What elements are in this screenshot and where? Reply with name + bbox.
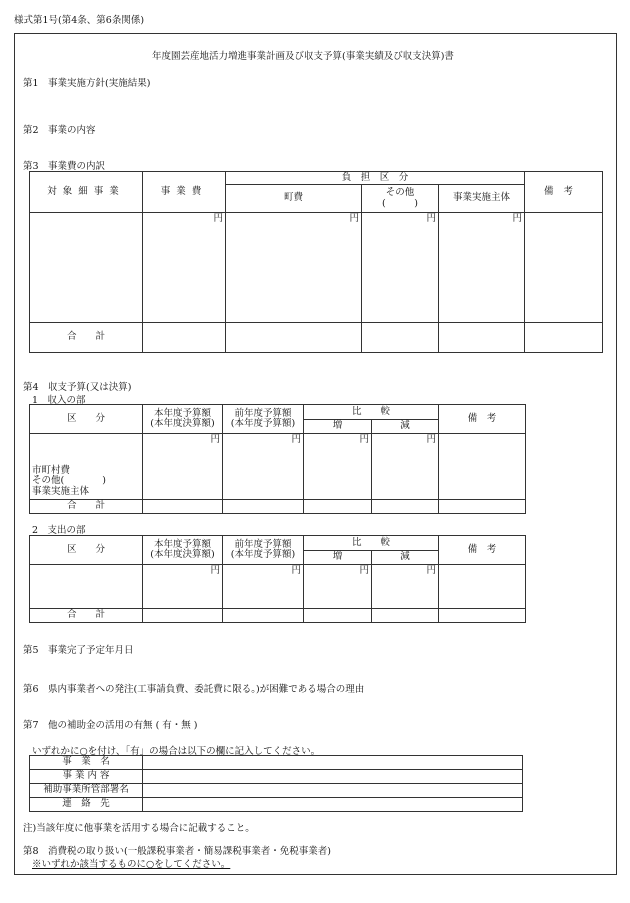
header-target-item: 対象細事業 (30, 172, 143, 213)
subsidy-contact-label: 連 絡 先 (30, 798, 143, 812)
header-current-label: 本年度予算額 (153, 407, 211, 419)
subsidy-project-content-field[interactable] (143, 770, 523, 784)
header-previous-label: 前年度予算額 (234, 407, 292, 419)
header-other (362, 185, 439, 213)
header-current (143, 405, 223, 434)
header-decrease: 減 (372, 420, 439, 434)
subsidy-project-content-label: 事 業 内 容 (30, 770, 143, 784)
decrease-yen[interactable]: 円 (372, 565, 439, 609)
header-increase: 増 (304, 420, 372, 434)
header-compare: 比 較 (304, 405, 439, 420)
income-row-municipal: 市町村費 (32, 464, 71, 476)
income-total-label: 合 計 (30, 500, 143, 514)
expense-table (29, 535, 526, 623)
cost-breakdown-table (29, 171, 603, 353)
header-previous-label: 前年度予算額 (234, 538, 292, 550)
document-title: 年度園芸産地活力増進事業計画及び収支予算(事業実績及び収支決算)書 (152, 51, 454, 62)
section-6-heading: 第6 県内事業者への発注(工事請負費、委託費に限る。)が困難である場合の理由 (23, 684, 365, 695)
header-previous (223, 405, 304, 434)
subsidy-department-field[interactable] (143, 784, 523, 798)
current-yen[interactable]: 円 (143, 565, 223, 609)
header-previous-sub: (本年度予算額) (230, 549, 296, 560)
section-1-heading: 第1 事業実施方針(実施結果) (23, 78, 151, 89)
header-implementing-entity: 事業実施主体 (439, 185, 525, 213)
income-table (29, 404, 526, 514)
increase-yen[interactable]: 円 (304, 434, 372, 500)
tax-instruction: ※いずれか該当するものに○をしてください。 (32, 859, 231, 870)
expense-total-label: 合 計 (30, 609, 143, 623)
subsidy-contact-field[interactable] (143, 798, 523, 812)
subsidy-department-label: 補助事業所管部署名 (30, 784, 143, 798)
header-other-label: その他 (385, 187, 415, 199)
increase-yen[interactable]: 円 (304, 565, 372, 609)
previous-yen[interactable]: 円 (223, 565, 304, 609)
subsidy-project-name-label: 事 業 名 (30, 756, 143, 770)
cost-yen[interactable]: 円 (143, 213, 226, 323)
header-other-paren: ( ) (382, 197, 418, 209)
header-category: 区 分 (30, 536, 143, 565)
section-7-heading: 第7 他の補助金の活用の有無 ( 有・無 ) (23, 720, 198, 731)
header-remarks: 備 考 (439, 405, 526, 434)
income-row-entity: 事業実施主体 (32, 485, 90, 497)
header-remarks: 備 考 (439, 536, 526, 565)
item-cell[interactable] (30, 213, 143, 323)
income-row-other: その他( ) (32, 475, 106, 487)
header-compare: 比 較 (304, 536, 439, 551)
subsidy-project-name-field[interactable] (143, 756, 523, 770)
section-3-heading: 第3 事業費の内訳 (23, 161, 106, 172)
header-town-cost: 町費 (226, 185, 362, 213)
subsidy-table (29, 755, 523, 812)
header-burden-category: 負 担 区 分 (226, 172, 525, 185)
header-category: 区 分 (30, 405, 143, 434)
header-current-sub: (本年度決算額) (150, 549, 215, 560)
section-5-heading: 第5 事業完了予定年月日 (23, 645, 134, 656)
previous-yen[interactable]: 円 (223, 434, 304, 500)
header-decrease: 減 (372, 551, 439, 565)
section-4-heading: 第4 収支予算(又は決算) (23, 382, 132, 393)
header-current-sub: (本年度決算額) (150, 418, 215, 429)
subsidy-instruction: いずれかに○を付け、「有」の場合は以下の欄に記入してください。 (32, 746, 321, 757)
income-heading: 1 収入の部 (32, 395, 86, 406)
header-increase: 増 (304, 551, 372, 565)
header-current (143, 536, 223, 565)
footnote: 注)当該年度に他事業を活用する場合に記載すること。 (23, 823, 255, 834)
income-category-cell (30, 434, 143, 500)
header-previous-sub: (本年度予算額) (230, 418, 296, 429)
expense-heading: 2 支出の部 (32, 525, 86, 536)
section-2-heading: 第2 事業の内容 (23, 125, 96, 136)
section-8-heading: 第8 消費税の取り扱い(一般課税事業者・簡易課税事業者・免税事業者) (23, 846, 331, 857)
total-label: 合 計 (30, 323, 143, 353)
header-remarks: 備考 (525, 172, 603, 213)
current-yen[interactable]: 円 (143, 434, 223, 500)
header-current-label: 本年度予算額 (153, 538, 211, 550)
entity-yen[interactable]: 円 (439, 213, 525, 323)
town-yen[interactable]: 円 (226, 213, 362, 323)
form-label: 様式第1号(第4条、第6条関係) (14, 15, 145, 26)
header-previous (223, 536, 304, 565)
header-project-cost: 事業費 (143, 172, 226, 213)
remarks-cell[interactable] (525, 213, 603, 323)
other-yen[interactable]: 円 (362, 213, 439, 323)
decrease-yen[interactable]: 円 (372, 434, 439, 500)
